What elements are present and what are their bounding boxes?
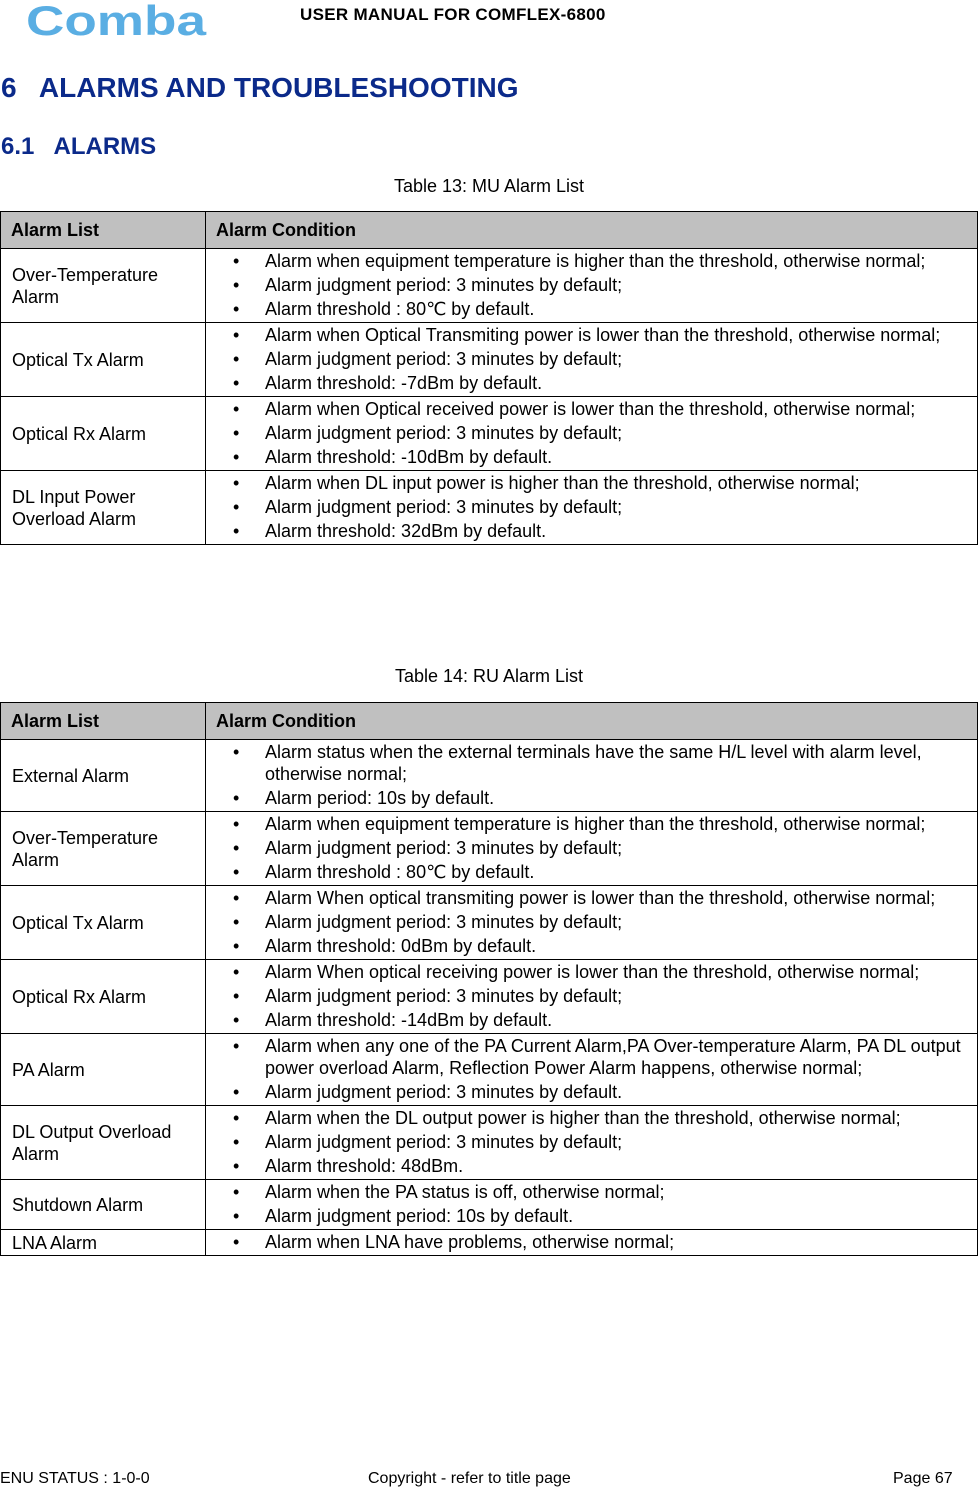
table-row: [1, 1034, 978, 1106]
table-row: [1, 471, 978, 545]
section-heading: [1, 72, 519, 104]
table-header-row: [1, 703, 978, 740]
alarm-condition-cell: [206, 397, 978, 471]
section-title: ALARMS AND TROUBLESHOOTING: [38, 72, 519, 103]
table-row: [1, 323, 978, 397]
condition-list: [206, 324, 973, 394]
table-row: [1, 1230, 978, 1256]
alarm-condition-cell: [206, 1034, 978, 1106]
column-header-alarm-condition: Alarm Condition: [206, 703, 978, 740]
document-title: USER MANUAL FOR COMFLEX-6800: [300, 5, 606, 24]
condition-item: • Alarm when LNA have problems, otherwise normal;: [206, 1231, 973, 1253]
condition-item: • Alarm threshold: -7dBm by default.: [206, 372, 973, 394]
condition-item: • Alarm judgment period: 3 minutes by default;: [206, 985, 973, 1007]
condition-item: • Alarm When optical receiving power is lower than the threshold, otherwise normal;: [206, 961, 973, 983]
alarm-name-cell: DL Input Power Overload Alarm: [1, 471, 206, 545]
condition-list: [206, 887, 973, 957]
condition-item: • Alarm judgment period: 3 minutes by default;: [206, 911, 973, 933]
condition-list: [206, 741, 973, 809]
subsection-number: 6.1: [1, 133, 35, 160]
alarm-condition-cell: [206, 1230, 978, 1256]
svg-text:Comba: Comba: [26, 2, 207, 40]
condition-list: [206, 472, 973, 542]
condition-list: [206, 813, 973, 883]
alarm-condition-cell: [206, 323, 978, 397]
alarm-condition-cell: [206, 740, 978, 812]
mu-alarm-rows: [1, 249, 978, 545]
table-row: [1, 397, 978, 471]
table-row: [1, 812, 978, 886]
alarm-name-cell: Optical Rx Alarm: [1, 397, 206, 471]
condition-item: • Alarm threshold: -10dBm by default.: [206, 446, 973, 468]
alarm-condition-cell: [206, 812, 978, 886]
condition-item: • Alarm judgment period: 3 minutes by default;: [206, 274, 973, 296]
condition-item: • Alarm threshold : 80℃ by default.: [206, 298, 973, 320]
condition-item: • Alarm judgment period: 3 minutes by default;: [206, 837, 973, 859]
table-row: [1, 886, 978, 960]
section-number: 6: [1, 72, 17, 103]
condition-item: • Alarm judgment period: 3 minutes by default;: [206, 422, 973, 444]
comba-logo: [26, 2, 208, 40]
condition-item: • Alarm when equipment temperature is higher than the threshold, otherwise normal;: [206, 250, 973, 272]
table-row: [1, 960, 978, 1034]
condition-list: [206, 1107, 973, 1177]
condition-list: [206, 961, 973, 1031]
alarm-name-cell: Optical Tx Alarm: [1, 323, 206, 397]
alarm-name-cell: Shutdown Alarm: [1, 1180, 206, 1230]
condition-item: • Alarm judgment period: 3 minutes by default.: [206, 1081, 973, 1103]
condition-item: • Alarm threshold: 48dBm.: [206, 1155, 973, 1177]
condition-item: • Alarm judgment period: 3 minutes by default;: [206, 348, 973, 370]
condition-item: • Alarm status when the external terminals have the same H/L level with alarm level, otherwise normal;: [206, 741, 973, 785]
condition-item: • Alarm when Optical Transmiting power is lower than the threshold, otherwise normal;: [206, 324, 973, 346]
condition-list: [206, 398, 973, 468]
condition-list: [206, 250, 973, 320]
alarm-name-cell: External Alarm: [1, 740, 206, 812]
mu-alarm-table: [0, 211, 978, 545]
condition-list: [206, 1035, 973, 1103]
column-header-alarm-list: Alarm List: [1, 212, 206, 249]
alarm-name-cell: Over-Temperature Alarm: [1, 812, 206, 886]
condition-item: • Alarm when Optical received power is lower than the threshold, otherwise normal;: [206, 398, 973, 420]
condition-item: • Alarm period: 10s by default.: [206, 787, 973, 809]
ru-alarm-table: [0, 702, 978, 1256]
alarm-condition-cell: [206, 471, 978, 545]
condition-item: • Alarm when the DL output power is higher than the threshold, otherwise normal;: [206, 1107, 973, 1129]
condition-item: • Alarm threshold : 80℃ by default.: [206, 861, 973, 883]
footer-page-number: Page 67: [893, 1470, 953, 1487]
condition-list: [206, 1231, 973, 1253]
table-row: [1, 249, 978, 323]
column-header-alarm-list: Alarm List: [1, 703, 206, 740]
condition-item: • Alarm judgment period: 10s by default.: [206, 1205, 973, 1227]
alarm-name-cell: Optical Rx Alarm: [1, 960, 206, 1034]
table-row: [1, 740, 978, 812]
table-row: [1, 1180, 978, 1230]
condition-item: • Alarm threshold: 0dBm by default.: [206, 935, 973, 957]
condition-item: • Alarm when any one of the PA Current Alarm,PA Over-temperature Alarm, PA DL output power overload Alarm, Reflection Power Alarm happens, otherwise normal;: [206, 1035, 973, 1079]
condition-list: [206, 1181, 973, 1227]
alarm-name-cell: DL Output Overload Alarm: [1, 1106, 206, 1180]
table-row: [1, 1106, 978, 1180]
alarm-condition-cell: [206, 886, 978, 960]
alarm-name-cell: Optical Tx Alarm: [1, 886, 206, 960]
subsection-title: ALARMS: [53, 133, 157, 160]
column-header-alarm-condition: Alarm Condition: [206, 212, 978, 249]
condition-item: • Alarm threshold: -14dBm by default.: [206, 1009, 973, 1031]
subsection-heading: [1, 133, 156, 161]
condition-item: • Alarm judgment period: 3 minutes by default;: [206, 496, 973, 518]
alarm-condition-cell: [206, 1106, 978, 1180]
table-mu-caption: Table 13: MU Alarm List: [393, 176, 585, 196]
alarm-name-cell: Over-Temperature Alarm: [1, 249, 206, 323]
condition-item: • Alarm when DL input power is higher than the threshold, otherwise normal;: [206, 472, 973, 494]
condition-item: • Alarm when the PA status is off, otherwise normal;: [206, 1181, 973, 1203]
condition-item: • Alarm when equipment temperature is higher than the threshold, otherwise normal;: [206, 813, 973, 835]
footer-copyright: Copyright - refer to title page: [368, 1470, 571, 1487]
ru-alarm-rows: [1, 740, 978, 1256]
alarm-condition-cell: [206, 1180, 978, 1230]
condition-item: • Alarm threshold: 32dBm by default.: [206, 520, 973, 542]
condition-item: • Alarm When optical transmiting power is lower than the threshold, otherwise normal;: [206, 887, 973, 909]
table-ru-caption: Table 14: RU Alarm List: [394, 666, 584, 686]
condition-item: • Alarm judgment period: 3 minutes by default;: [206, 1131, 973, 1153]
alarm-name-cell: PA Alarm: [1, 1034, 206, 1106]
alarm-name-cell: LNA Alarm: [1, 1230, 206, 1256]
table-header-row: [1, 212, 978, 249]
footer-status: ENU STATUS : 1-0-0: [0, 1470, 150, 1487]
alarm-condition-cell: [206, 249, 978, 323]
alarm-condition-cell: [206, 960, 978, 1034]
